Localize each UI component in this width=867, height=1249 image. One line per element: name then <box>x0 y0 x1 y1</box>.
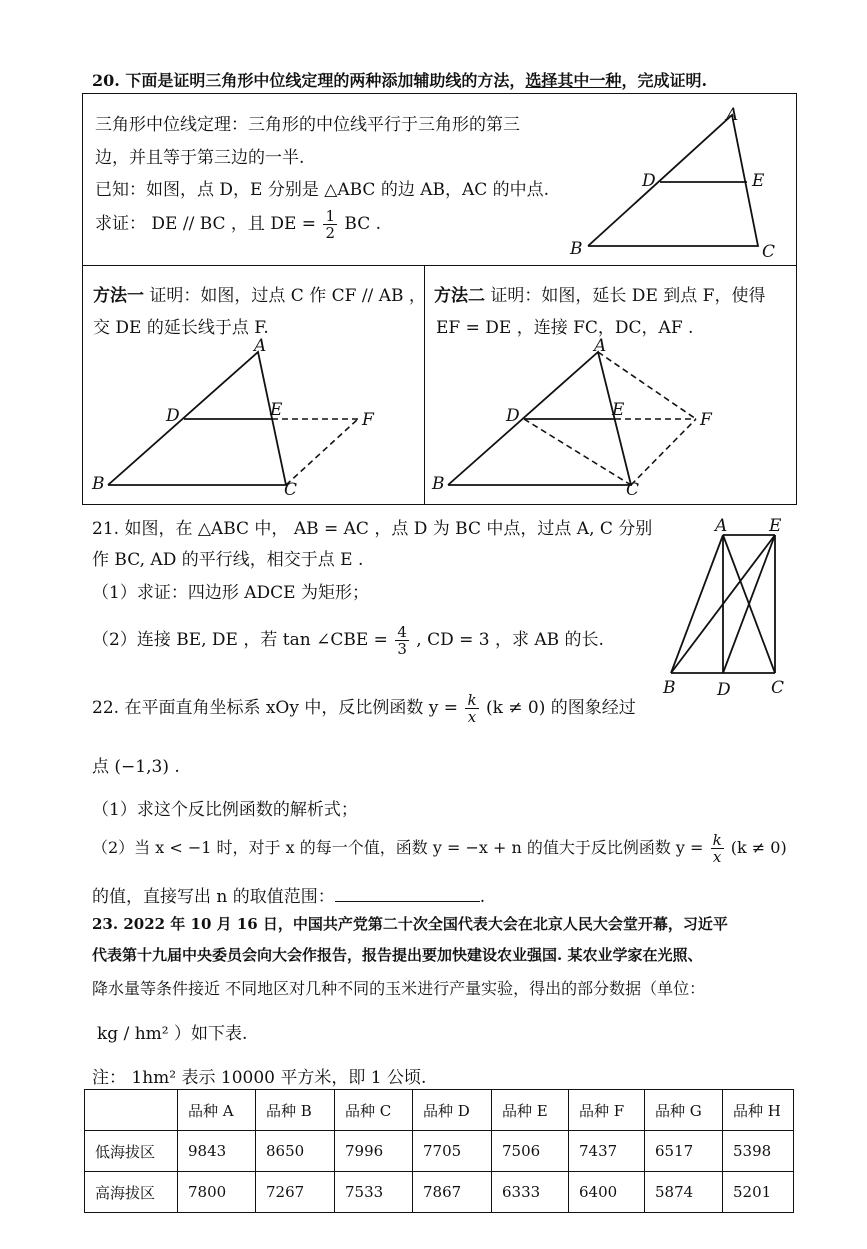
label-E: E <box>752 171 765 191</box>
q22-line1-suffix: (k ≠ 0) 的图象经过 <box>485 698 636 718</box>
table-header-row <box>85 1090 794 1131</box>
table-cell: 5874 <box>645 1172 723 1213</box>
q21-part2-suffix: , CD = 3 ，求 AB 的长. <box>416 630 604 650</box>
label-B: B <box>92 474 105 494</box>
table-header-cell: 品种 G <box>645 1090 723 1131</box>
fraction-denominator: 3 <box>397 640 407 658</box>
table-cell: 7506 <box>492 1131 569 1172</box>
q22-part2-line2 <box>92 882 485 907</box>
q21-part2-prefix: （2）连接 BE, DE ，若 tan ∠CBE = <box>92 630 388 650</box>
table-cell: 7867 <box>413 1172 492 1213</box>
table-header-cell <box>85 1090 178 1131</box>
method1-text: 证明：如图，过点 C 作 CF // AB ， <box>149 286 426 306</box>
table-cell: 6400 <box>569 1172 645 1213</box>
q22-part1: （1）求这个反比例函数的解析式； <box>92 800 358 820</box>
q20-method2-line2: EF = DE ，连接 FC，DC，AF . <box>436 318 694 338</box>
table-cell: 7437 <box>569 1131 645 1172</box>
table-header-cell: 品种 C <box>335 1090 413 1131</box>
q22-line1 <box>92 692 636 725</box>
label-A: A <box>254 336 267 356</box>
q23-note: 注： 1hm² 表示 10000 平方米，即 1 公顷. <box>92 1068 427 1088</box>
q23-line4: kg / hm² ）如下表. <box>97 1024 248 1044</box>
q20-prove-suffix: BC . <box>344 214 382 234</box>
table-cell: 7996 <box>335 1131 413 1172</box>
table-row <box>85 1131 794 1172</box>
q23-line1: 23. 2022 年 10 月 16 日，中国共产党第二十次全国代表大会在北京人民大会堂开幕，习近平 <box>92 915 728 933</box>
method2-title: 方法二 <box>434 286 485 306</box>
table-cell: 6517 <box>645 1131 723 1172</box>
table-header-cell: 品种 D <box>413 1090 492 1131</box>
table-cell: 7800 <box>178 1172 256 1213</box>
table-cell: 高海拔区 <box>85 1172 178 1213</box>
table-header-cell: 品种 E <box>492 1090 569 1131</box>
table-cell: 7705 <box>413 1131 492 1172</box>
q21-fraction <box>395 624 409 657</box>
q20-triangle-figure <box>560 100 790 262</box>
q22-line1-prefix: 22. 在平面直角坐标系 xOy 中，反比例函数 y = <box>92 698 459 718</box>
label-F: F <box>700 410 712 430</box>
label-C: C <box>626 480 640 500</box>
q21-line1: 21. 如图，在 △ABC 中， AB = AC ，点 D 为 BC 中点，过点 A, C 分别 <box>92 519 653 539</box>
q22-end-period: . <box>479 887 486 907</box>
label-D: D <box>166 406 180 426</box>
fraction-numerator: k <box>467 691 477 709</box>
q21-part2 <box>92 624 604 657</box>
table-header-cell: 品种 B <box>256 1090 335 1131</box>
label-D: D <box>506 406 520 426</box>
table-cell: 5201 <box>723 1172 794 1213</box>
label-E: E <box>612 400 625 420</box>
answer-blank[interactable] <box>335 887 480 902</box>
q20-method2-line1 <box>434 281 765 306</box>
table-header-cell: 品种 F <box>569 1090 645 1131</box>
label-D: D <box>717 680 731 700</box>
label-F: F <box>362 410 374 430</box>
q20-intro-tail: ，完成证明. <box>621 71 708 90</box>
yield-table <box>84 1089 794 1213</box>
q23-line3: 降水量等条件接近 不同地区对几种不同的玉米进行产量实验，得出的部分数据（单位： <box>92 979 706 998</box>
fraction-denominator: 2 <box>325 224 335 242</box>
q20-intro <box>92 68 707 91</box>
q22-part2-suffix: (k ≠ 0) <box>730 838 787 857</box>
label-A: A <box>715 516 728 536</box>
q21-rectangle-figure <box>655 513 795 703</box>
q20-prove <box>95 208 381 241</box>
q21-line2: 作 BC, AD 的平行线，相交于点 E . <box>92 550 364 570</box>
q20-theorem-line2: 边，并且等于第三边的一半. <box>95 148 305 168</box>
label-C: C <box>284 480 298 500</box>
q22-part2-fraction <box>711 832 724 865</box>
label-C: C <box>771 678 785 698</box>
table-cell: 5398 <box>723 1131 794 1172</box>
label-E: E <box>270 400 283 420</box>
table-header-cell: 品种 A <box>178 1090 256 1131</box>
q20-method1-line1 <box>93 281 426 306</box>
fraction-denominator: x <box>467 708 477 726</box>
q22-line2: 点 (−1,3) . <box>92 757 180 777</box>
q20-method2-figure <box>428 335 793 500</box>
q20-prove-prefix: 求证： DE // BC ，且 DE = <box>95 214 317 234</box>
fraction-numerator: 1 <box>325 207 335 225</box>
q20-given: 已知：如图，点 D，E 分别是 △ABC 的边 AB，AC 的中点. <box>95 180 550 200</box>
fraction-denominator: x <box>712 848 722 866</box>
q22-part2-prefix: （2）当 x < −1 时，对于 x 的每一个值，函数 y = −x + n 的值大于反比例函数 y = <box>92 838 704 857</box>
q22-part2 <box>92 832 787 865</box>
method2-text: 证明：如图，延长 DE 到点 F，使得 <box>490 286 766 306</box>
q20-method1-line2: 交 DE 的延长线于点 F. <box>93 318 269 338</box>
table-cell: 9843 <box>178 1131 256 1172</box>
q21-part1: （1）求证：四边形 ADCE 为矩形； <box>92 583 369 603</box>
label-B: B <box>663 678 676 698</box>
table-cell: 6333 <box>492 1172 569 1213</box>
q23-line2: 代表第十九届中央委员会向大会作报告，报告提出要加快建设农业强国. 某农业学家在光照、 <box>92 946 703 964</box>
table-cell: 7533 <box>335 1172 413 1213</box>
q20-method1-figure <box>88 335 418 500</box>
table-cell: 8650 <box>256 1131 335 1172</box>
table-row <box>85 1172 794 1213</box>
table-cell: 7267 <box>256 1172 335 1213</box>
method1-title: 方法一 <box>93 286 144 306</box>
fraction-numerator: 4 <box>397 623 407 641</box>
q20-prove-fraction <box>323 208 337 241</box>
label-C: C <box>762 242 776 262</box>
q20-theorem-line1: 三角形中位线定理：三角形的中位线平行于三角形的第三 <box>95 115 520 135</box>
label-B: B <box>432 474 445 494</box>
fraction-numerator: k <box>712 831 722 849</box>
label-A: A <box>594 336 607 356</box>
q20-intro-underlined: 选择其中一种 <box>525 71 622 90</box>
label-A: A <box>726 105 739 125</box>
q20-intro-text: 20. 下面是证明三角形中位线定理的两种添加辅助线的方法， <box>92 71 526 90</box>
table-cell: 低海拔区 <box>85 1131 178 1172</box>
label-D: D <box>642 171 656 191</box>
q22-fraction <box>465 692 478 725</box>
label-E: E <box>769 516 782 536</box>
q22-answer-prompt: 的值，直接写出 n 的取值范围： <box>92 887 335 907</box>
label-B: B <box>570 239 583 259</box>
table-header-cell: 品种 H <box>723 1090 794 1131</box>
